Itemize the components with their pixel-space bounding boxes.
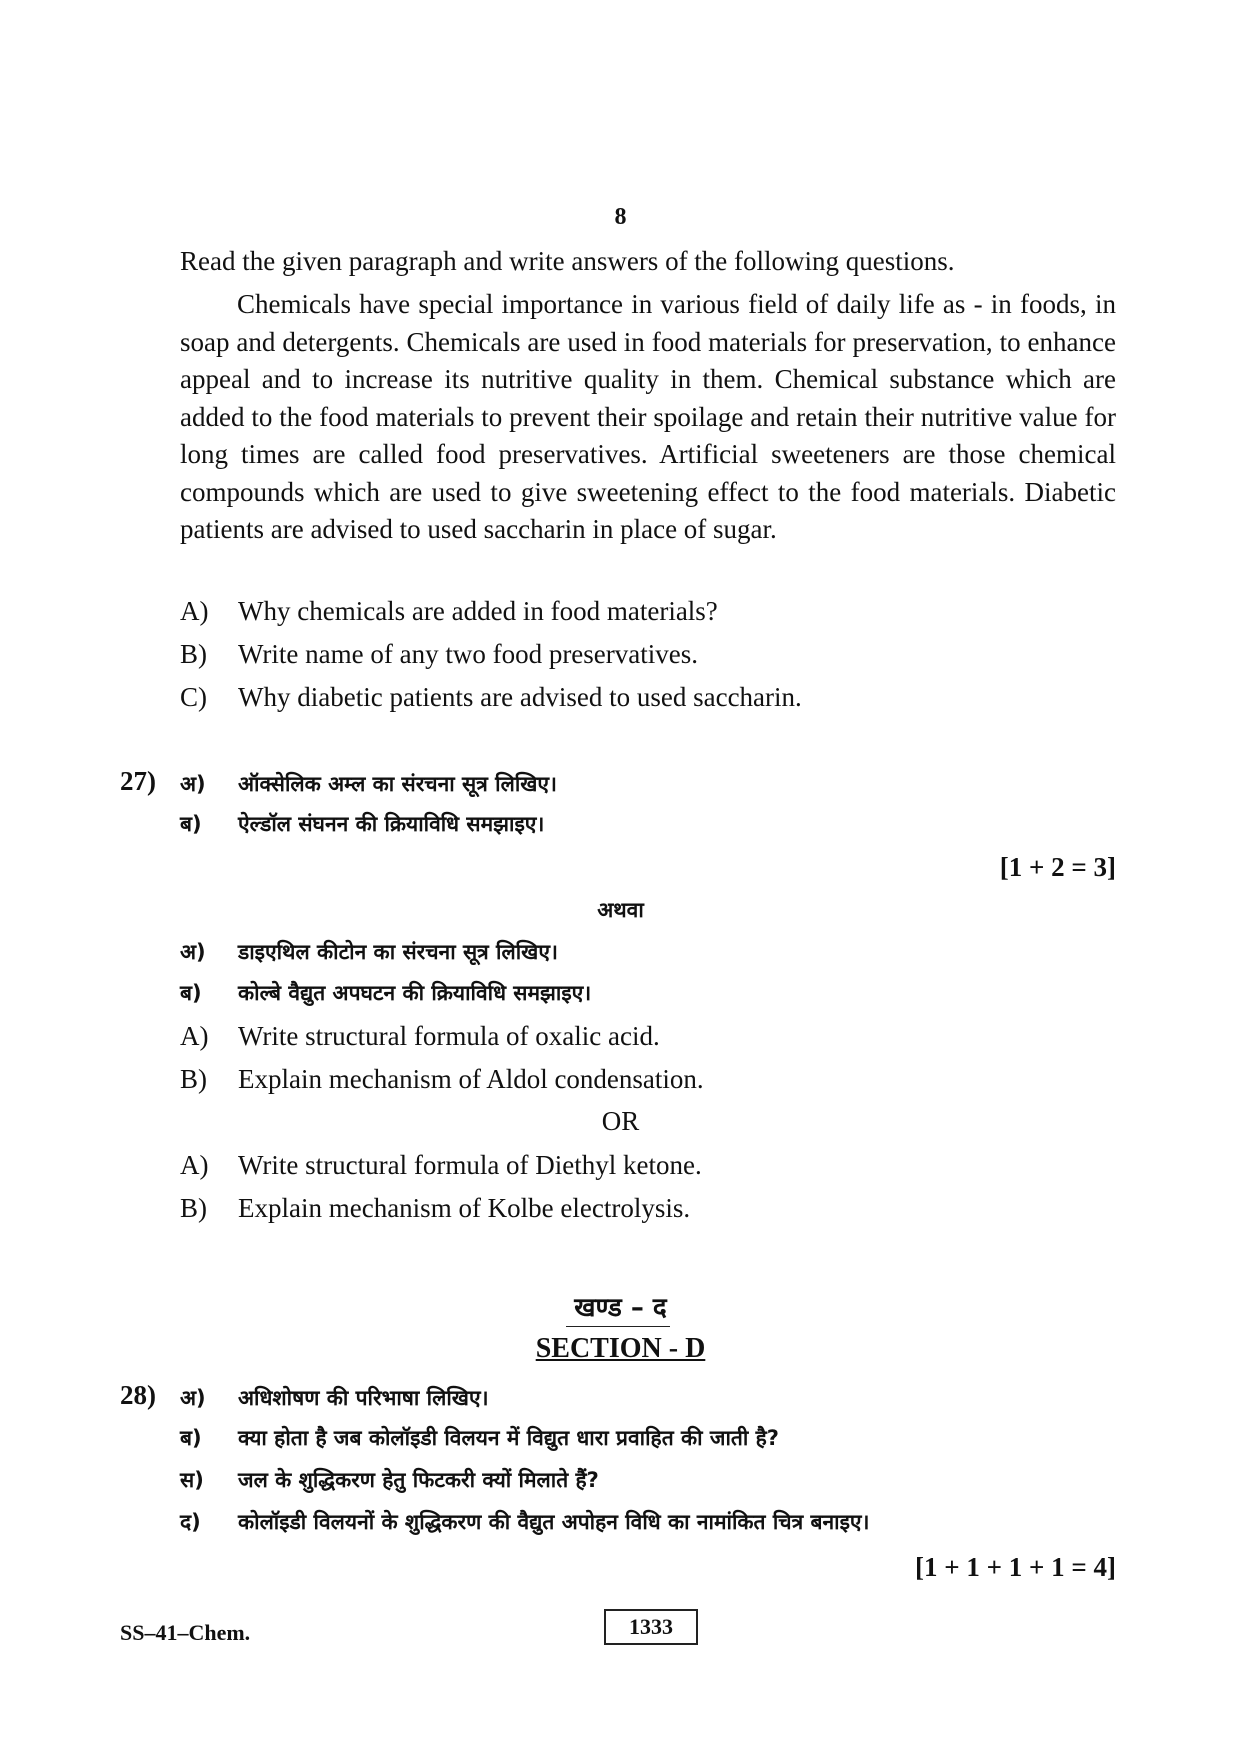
q27-hindi-b — [180, 810, 544, 838]
question-label: B) — [180, 1064, 207, 1094]
question-text: Why diabetic patients are advised to used saccharin. — [238, 682, 802, 712]
question-label: A) — [180, 1150, 209, 1180]
footer-paper-code: SS–41–Chem. — [120, 1620, 251, 1645]
question-text: ऐल्डॉल संघनन की क्रियाविधि समझाइए। — [238, 812, 545, 836]
passage-question-a — [180, 596, 718, 627]
q27-marks: [1 + 2 = 3] — [999, 852, 1116, 882]
question-label: ब) — [180, 812, 202, 836]
question-text: Explain mechanism of Kolbe electrolysis. — [238, 1193, 691, 1223]
section-divider — [566, 1326, 670, 1327]
q27-hindi-alt-b — [180, 979, 591, 1007]
passage-intro: Read the given paragraph and write answers of the following questions. — [180, 246, 955, 276]
passage-paragraph: Chemicals have special importance in various field of daily life as - in foods, in soap and detergents. Chemicals are used in food materials for preservation, to enhance appeal and to increase its nutritive quality in them. Chemical substance which are added to the food materials to prevent their spoilage and retain their nutritive value for long times are called food preservatives. Artificial sweeteners are those chemical compounds which are used to give sweetening effect to the food materials. Diabetic patients are advised to used saccharin in place of sugar. — [180, 289, 1116, 544]
question-text: कोलॉइडी विलयनों के शुद्धिकरण की वैद्युत अपोहन विधि का नामांकित चित्र बनाइए। — [238, 1510, 870, 1534]
question-label: B) — [180, 639, 207, 669]
q27-or-hindi: अथवा — [597, 898, 644, 922]
section-heading-english: SECTION - D — [535, 1333, 706, 1364]
q28-hindi-b — [180, 1424, 779, 1452]
question-text: Write structural formula of oxalic acid. — [238, 1021, 660, 1051]
footer-page-code: 1333 — [604, 1609, 698, 1645]
q27-english-alt-a — [180, 1150, 702, 1181]
question-text: Explain mechanism of Aldol condensation. — [238, 1064, 704, 1094]
question-number-27: 27) — [120, 766, 156, 796]
question-label: अ) — [180, 772, 206, 796]
question-label: B) — [180, 1193, 207, 1223]
question-text: Write structural formula of Diethyl ketone. — [238, 1150, 702, 1180]
q28-hindi-c — [180, 1466, 599, 1494]
passage-question-b — [180, 639, 698, 670]
question-text: डाइएथिल कीटोन का संरचना सूत्र लिखिए। — [238, 940, 558, 964]
question-label: अ) — [180, 1386, 206, 1410]
q27-english-a — [180, 1021, 660, 1052]
passage-question-c — [180, 682, 802, 713]
q27-hindi-a — [180, 770, 557, 798]
question-label: स) — [180, 1468, 204, 1492]
question-number-28: 28) — [120, 1380, 156, 1410]
question-label: ब) — [180, 981, 202, 1005]
section-heading-hindi: खण्ड – द — [574, 1293, 667, 1323]
question-label: A) — [180, 596, 209, 626]
question-label: A) — [180, 1021, 209, 1051]
q27-hindi-alt-a — [180, 938, 558, 966]
q27-english-b — [180, 1064, 704, 1095]
q27-or-english: OR — [601, 1106, 640, 1136]
question-text: कोल्बे वैद्युत अपघटन की क्रियाविधि समझाइए। — [238, 981, 592, 1005]
question-text: अधिशोषण की परिभाषा लिखिए। — [238, 1386, 489, 1410]
question-text: जल के शुद्धिकरण हेतु फिटकरी क्यों मिलाते हैं? — [238, 1468, 599, 1492]
question-text: क्या होता है जब कोलॉइडी विलयन में विद्युत धारा प्रवाहित की जाती है? — [238, 1426, 779, 1450]
question-label: C) — [180, 682, 207, 712]
q28-marks: [1 + 1 + 1 + 1 = 4] — [914, 1552, 1116, 1582]
q28-hindi-d — [180, 1508, 869, 1536]
question-text: ऑक्सेलिक अम्ल का संरचना सूत्र लिखिए। — [238, 772, 558, 796]
question-label: द) — [180, 1510, 201, 1534]
page-number: 8 — [614, 204, 627, 230]
q27-english-alt-b — [180, 1193, 690, 1224]
question-text: Write name of any two food preservatives. — [238, 639, 699, 669]
q28-hindi-a — [180, 1384, 489, 1412]
question-label: ब) — [180, 1426, 202, 1450]
question-text: Why chemicals are added in food materials? — [238, 596, 718, 626]
question-label: अ) — [180, 940, 206, 964]
